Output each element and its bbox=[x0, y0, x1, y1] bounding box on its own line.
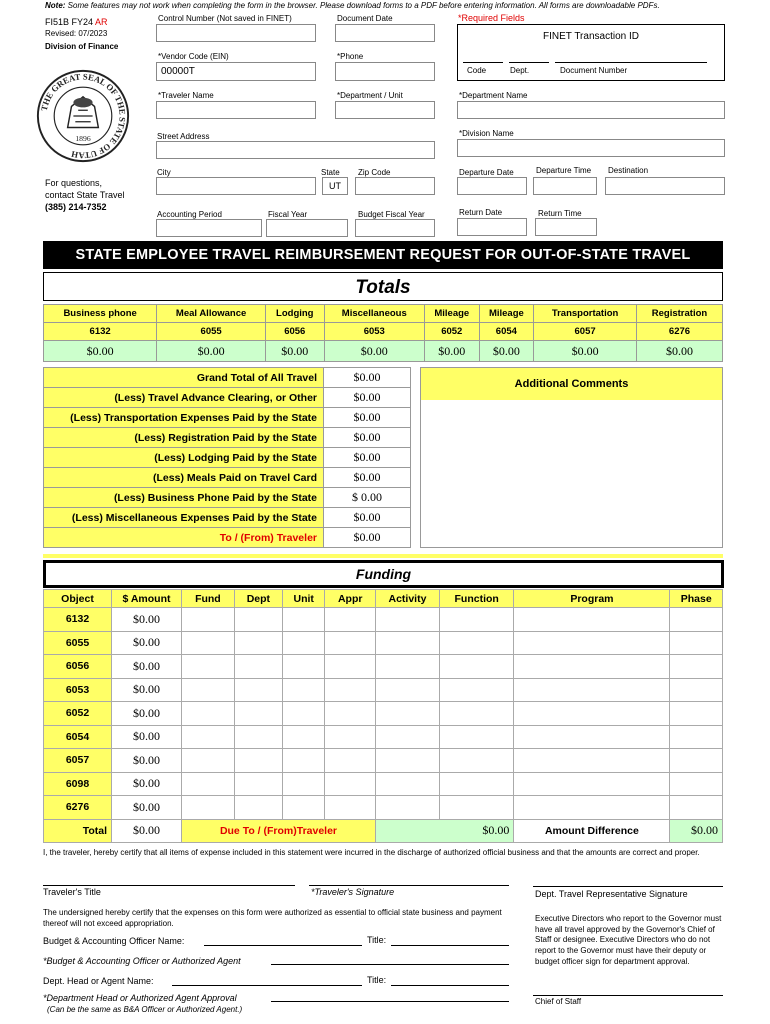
accounting-period-input[interactable] bbox=[156, 219, 262, 237]
fund-cell[interactable] bbox=[182, 608, 235, 632]
program-cell[interactable] bbox=[514, 749, 670, 773]
street-address-input[interactable] bbox=[156, 141, 435, 159]
funding-table bbox=[43, 589, 723, 843]
finet-dept-label: Dept. bbox=[510, 66, 530, 75]
dept-head-name-line[interactable] bbox=[172, 985, 362, 986]
funding-row bbox=[44, 702, 723, 726]
funding-object: 6098 bbox=[44, 772, 112, 796]
business-phone-paid-input[interactable]: $ 0.00 bbox=[324, 488, 411, 508]
funding-object: 6276 bbox=[44, 796, 112, 820]
vendor-code-label: *Vendor Code (EIN) bbox=[158, 52, 229, 61]
activity-cell[interactable] bbox=[375, 772, 439, 796]
function-cell[interactable] bbox=[439, 772, 513, 796]
funding-header: Fund bbox=[182, 590, 235, 608]
total-label: Mileage bbox=[424, 305, 479, 323]
title1-label: Title: bbox=[367, 935, 387, 945]
dept-cell[interactable] bbox=[234, 749, 282, 773]
total-label: Mileage bbox=[479, 305, 534, 323]
dept-head-name-label: Dept. Head or Agent Name: bbox=[43, 976, 154, 986]
lodging-paid-input[interactable]: $0.00 bbox=[324, 448, 411, 468]
revised-date: Revised: 07/2023 bbox=[45, 29, 108, 38]
funding-header: Appr bbox=[325, 590, 376, 608]
funding-total-row bbox=[44, 819, 723, 843]
finet-dept-line bbox=[509, 62, 549, 63]
unit-cell[interactable] bbox=[283, 702, 325, 726]
amount-difference-value: $0.00 bbox=[670, 819, 723, 843]
misc-paid-input[interactable]: $0.00 bbox=[324, 508, 411, 528]
funding-amount: $0.00 bbox=[112, 749, 182, 773]
division-name-input[interactable] bbox=[457, 139, 725, 157]
program-cell[interactable] bbox=[514, 655, 670, 679]
meals-paid-label: (Less) Meals Paid on Travel Card bbox=[44, 468, 324, 488]
fiscal-year-label: Fiscal Year bbox=[268, 210, 308, 219]
seal-text: THE GREAT SEAL OF THE STATE OF UTAH bbox=[38, 71, 128, 161]
return-date-label: Return Date bbox=[459, 208, 503, 217]
funding-header: Activity bbox=[375, 590, 439, 608]
dept-cell[interactable] bbox=[234, 725, 282, 749]
finet-doc-label: Document Number bbox=[560, 66, 628, 75]
totals-table bbox=[43, 304, 723, 362]
undersigned-text: The undersigned hereby certify that the expenses on this form were authorized as essential to official state business and payment thereof will not exceed appropriation. bbox=[43, 908, 502, 928]
unit-cell[interactable] bbox=[283, 725, 325, 749]
phase-cell[interactable] bbox=[670, 725, 723, 749]
department-name-label: *Department Name bbox=[459, 91, 528, 100]
funding-object: 6053 bbox=[44, 678, 112, 702]
activity-cell[interactable] bbox=[375, 678, 439, 702]
control-number-input[interactable] bbox=[156, 24, 316, 42]
to-from-traveler-value: $0.00 bbox=[324, 528, 411, 548]
function-cell[interactable] bbox=[439, 749, 513, 773]
city-label: City bbox=[157, 168, 171, 177]
funding-header: Dept bbox=[234, 590, 282, 608]
funding-row bbox=[44, 678, 723, 702]
function-cell[interactable] bbox=[439, 678, 513, 702]
program-cell[interactable] bbox=[514, 608, 670, 632]
total-value: $0.00 bbox=[424, 341, 479, 362]
division-name-label: *Division Name bbox=[459, 129, 514, 138]
due-to-from-value: $0.00 bbox=[375, 819, 513, 843]
funding-header: $ Amount bbox=[112, 590, 182, 608]
due-to-from-label: Due To / (From)Traveler bbox=[182, 819, 376, 843]
total-code: 6054 bbox=[479, 323, 534, 341]
appr-cell[interactable] bbox=[325, 749, 376, 773]
total-value: $0.00 bbox=[157, 341, 266, 362]
funding-row bbox=[44, 749, 723, 773]
dept-head-note: (Can be the same as B&A Officer or Authorized Agent.) bbox=[47, 1005, 243, 1014]
unit-cell[interactable] bbox=[283, 796, 325, 820]
phone-input[interactable] bbox=[335, 62, 435, 81]
title1-line[interactable] bbox=[391, 945, 509, 946]
main-title: STATE EMPLOYEE TRAVEL REIMBURSEMENT REQUEST FOR OUT-OF-STATE TRAVEL bbox=[43, 241, 723, 269]
funding-object: 6132 bbox=[44, 608, 112, 632]
dept-cell[interactable] bbox=[234, 772, 282, 796]
totals-code-row bbox=[44, 323, 723, 341]
totals-value-row bbox=[44, 341, 723, 362]
phase-cell[interactable] bbox=[670, 702, 723, 726]
total-value: $0.00 bbox=[265, 341, 324, 362]
ba-officer-name-label: Budget & Accounting Officer Name: bbox=[43, 936, 185, 946]
program-cell[interactable] bbox=[514, 678, 670, 702]
program-cell[interactable] bbox=[514, 772, 670, 796]
phase-cell[interactable] bbox=[670, 608, 723, 632]
department-name-input[interactable] bbox=[457, 101, 725, 119]
funding-amount: $0.00 bbox=[112, 655, 182, 679]
ba-officer-signature-label: *Budget & Accounting Officer or Authorized Agent bbox=[43, 956, 241, 966]
unit-cell[interactable] bbox=[283, 772, 325, 796]
total-label: Lodging bbox=[265, 305, 324, 323]
form-id bbox=[45, 17, 108, 28]
fund-cell[interactable] bbox=[182, 796, 235, 820]
unit-cell[interactable] bbox=[283, 655, 325, 679]
funding-row bbox=[44, 796, 723, 820]
budget-fiscal-year-input[interactable] bbox=[355, 219, 435, 237]
registration-paid-input[interactable]: $0.00 bbox=[324, 428, 411, 448]
fund-cell[interactable] bbox=[182, 749, 235, 773]
destination-input[interactable] bbox=[605, 177, 725, 195]
dept-head-signature-line[interactable] bbox=[271, 1001, 509, 1002]
dept-rep-signature-label: Dept. Travel Representative Signature bbox=[535, 889, 688, 899]
total-code: 6052 bbox=[424, 323, 479, 341]
function-cell[interactable] bbox=[439, 796, 513, 820]
dept-cell[interactable] bbox=[234, 796, 282, 820]
document-date-input[interactable] bbox=[335, 24, 435, 42]
dept-cell[interactable] bbox=[234, 678, 282, 702]
funding-row bbox=[44, 631, 723, 655]
dept-cell[interactable] bbox=[234, 631, 282, 655]
lodging-paid-label: (Less) Lodging Paid by the State bbox=[44, 448, 324, 468]
travelers-signature-label: *Traveler's Signature bbox=[311, 887, 395, 897]
appr-cell[interactable] bbox=[325, 702, 376, 726]
program-cell[interactable] bbox=[514, 796, 670, 820]
total-label: Miscellaneous bbox=[324, 305, 424, 323]
phase-cell[interactable] bbox=[670, 631, 723, 655]
activity-cell[interactable] bbox=[375, 702, 439, 726]
total-code: 6053 bbox=[324, 323, 424, 341]
fund-cell[interactable] bbox=[182, 772, 235, 796]
title2-label: Title: bbox=[367, 975, 387, 985]
dept-cell[interactable] bbox=[234, 655, 282, 679]
departure-time-input[interactable] bbox=[533, 177, 597, 195]
finet-code-label: Code bbox=[467, 66, 487, 75]
function-cell[interactable] bbox=[439, 655, 513, 679]
state-label: State bbox=[321, 168, 340, 177]
appr-cell[interactable] bbox=[325, 608, 376, 632]
transportation-paid-label: (Less) Transportation Expenses Paid by the State bbox=[44, 408, 324, 428]
departure-date-input[interactable] bbox=[457, 177, 527, 195]
program-cell[interactable] bbox=[514, 702, 670, 726]
activity-cell[interactable] bbox=[375, 749, 439, 773]
function-cell[interactable] bbox=[439, 725, 513, 749]
activity-cell[interactable] bbox=[375, 655, 439, 679]
total-code: 6055 bbox=[157, 323, 266, 341]
travel-advance-label: (Less) Travel Advance Clearing, or Other bbox=[44, 388, 324, 408]
seal-year: 1896 bbox=[75, 133, 91, 143]
unit-cell[interactable] bbox=[283, 749, 325, 773]
vendor-code-input[interactable]: 00000T bbox=[156, 62, 316, 81]
activity-cell[interactable] bbox=[375, 725, 439, 749]
total-code: 6057 bbox=[534, 323, 637, 341]
amount-difference-label: Amount Difference bbox=[514, 819, 670, 843]
misc-paid-label: (Less) Miscellaneous Expenses Paid by the State bbox=[44, 508, 324, 528]
contact-line2: contact State Travel bbox=[45, 190, 125, 200]
total-label: Registration bbox=[636, 305, 722, 323]
note-banner bbox=[45, 1, 660, 11]
totals-title: Totals bbox=[43, 272, 723, 301]
phase-cell[interactable] bbox=[670, 749, 723, 773]
fund-cell[interactable] bbox=[182, 678, 235, 702]
fund-cell[interactable] bbox=[182, 725, 235, 749]
total-code: 6276 bbox=[636, 323, 722, 341]
appr-cell[interactable] bbox=[325, 796, 376, 820]
appr-cell[interactable] bbox=[325, 772, 376, 796]
funding-amount: $0.00 bbox=[112, 631, 182, 655]
fund-cell[interactable] bbox=[182, 631, 235, 655]
total-value: $0.00 bbox=[44, 341, 157, 362]
funding-object: 6057 bbox=[44, 749, 112, 773]
meals-paid-input[interactable]: $0.00 bbox=[324, 468, 411, 488]
zip-input[interactable] bbox=[355, 177, 435, 195]
budget-fiscal-year-label: Budget Fiscal Year bbox=[358, 210, 425, 219]
dept-rep-signature-line[interactable] bbox=[533, 886, 723, 887]
required-fields-note: *Required Fields bbox=[458, 13, 525, 23]
total-value: $0.00 bbox=[636, 341, 722, 362]
total-code: 6132 bbox=[44, 323, 157, 341]
return-date-input[interactable] bbox=[457, 218, 527, 236]
phone-label: *Phone bbox=[337, 52, 364, 61]
phase-cell[interactable] bbox=[670, 796, 723, 820]
registration-paid-label: (Less) Registration Paid by the State bbox=[44, 428, 324, 448]
appr-cell[interactable] bbox=[325, 655, 376, 679]
return-time-input[interactable] bbox=[535, 218, 597, 236]
form-id-suffix: AR bbox=[95, 17, 108, 27]
function-cell[interactable] bbox=[439, 631, 513, 655]
appr-cell[interactable] bbox=[325, 725, 376, 749]
additional-comments-input[interactable] bbox=[421, 401, 722, 547]
funding-row bbox=[44, 655, 723, 679]
title2-line[interactable] bbox=[391, 985, 509, 986]
finet-code-line bbox=[463, 62, 503, 63]
executive-directors-note: Executive Directors who report to the Governor must have all travel approved by the Governor's Chief of Staff or designee. Executive Directors who do not report to the Governor must have their deputy or budget officer sign for department approval. bbox=[535, 914, 722, 966]
note-prefix: Note: bbox=[45, 1, 66, 10]
additional-comments-label: Additional Comments bbox=[421, 368, 722, 400]
business-phone-paid-label: (Less) Business Phone Paid by the State bbox=[44, 488, 324, 508]
appr-cell[interactable] bbox=[325, 631, 376, 655]
totals-label-row bbox=[44, 305, 723, 323]
departure-time-label: Departure Time bbox=[536, 166, 592, 175]
funding-object: 6052 bbox=[44, 702, 112, 726]
grand-total-value: $0.00 bbox=[324, 368, 411, 388]
travel-advance-input[interactable]: $0.00 bbox=[324, 388, 411, 408]
fiscal-year-input[interactable] bbox=[266, 219, 348, 237]
funding-amount: $0.00 bbox=[112, 772, 182, 796]
function-cell[interactable] bbox=[439, 608, 513, 632]
certification-text: I, the traveler, hereby certify that all items of expense included in this statement were incurred in the discharge of authorized official business and that the amounts are correct and proper. bbox=[43, 848, 700, 857]
phase-cell[interactable] bbox=[670, 678, 723, 702]
funding-header: Unit bbox=[283, 590, 325, 608]
form-id-text: FI51B FY24 bbox=[45, 17, 94, 27]
function-cell[interactable] bbox=[439, 702, 513, 726]
program-cell[interactable] bbox=[514, 631, 670, 655]
activity-cell[interactable] bbox=[375, 631, 439, 655]
city-input[interactable] bbox=[156, 177, 316, 195]
note-text: Some features may not work when completing the form in the browser. Please download forms to a PDF before entering information. All forms are downloadable PDFs. bbox=[65, 1, 660, 10]
traveler-name-label: *Traveler Name bbox=[158, 91, 214, 100]
transportation-paid-input[interactable]: $0.00 bbox=[324, 408, 411, 428]
activity-cell[interactable] bbox=[375, 608, 439, 632]
department-unit-input[interactable] bbox=[335, 101, 435, 119]
total-label: Meal Allowance bbox=[157, 305, 266, 323]
destination-label: Destination bbox=[608, 166, 649, 175]
total-label: Business phone bbox=[44, 305, 157, 323]
chief-of-staff-line[interactable] bbox=[533, 995, 723, 996]
zip-label: Zip Code bbox=[358, 168, 391, 177]
program-cell[interactable] bbox=[514, 725, 670, 749]
activity-cell[interactable] bbox=[375, 796, 439, 820]
finet-title: FINET Transaction ID bbox=[543, 31, 639, 42]
dept-cell[interactable] bbox=[234, 702, 282, 726]
fund-cell[interactable] bbox=[182, 655, 235, 679]
total-code: 6056 bbox=[265, 323, 324, 341]
funding-total-label: Total bbox=[44, 819, 112, 843]
dept-head-signature-label: *Department Head or Authorized Agent Approval bbox=[43, 993, 237, 1003]
travelers-title-line[interactable] bbox=[43, 885, 295, 886]
traveler-name-input[interactable] bbox=[156, 101, 316, 119]
finet-doc-line bbox=[555, 62, 707, 63]
funding-row bbox=[44, 608, 723, 632]
appr-cell[interactable] bbox=[325, 678, 376, 702]
funding-row bbox=[44, 725, 723, 749]
funding-header: Object bbox=[44, 590, 112, 608]
chief-of-staff-label: Chief of Staff bbox=[535, 997, 582, 1006]
travelers-title-label: Traveler's Title bbox=[43, 887, 101, 897]
total-value: $0.00 bbox=[324, 341, 424, 362]
funding-row bbox=[44, 772, 723, 796]
return-time-label: Return Time bbox=[538, 209, 582, 218]
funding-amount: $0.00 bbox=[112, 702, 182, 726]
state-input[interactable]: UT bbox=[322, 177, 348, 195]
yellow-divider bbox=[43, 554, 723, 558]
department-unit-label: *Department / Unit bbox=[337, 91, 403, 100]
unit-cell[interactable] bbox=[283, 631, 325, 655]
phase-cell[interactable] bbox=[670, 772, 723, 796]
to-from-traveler-label: To / (From) Traveler bbox=[44, 528, 324, 548]
control-number-label: Control Number (Not saved in FINET) bbox=[158, 14, 292, 23]
ba-officer-name-line[interactable] bbox=[204, 945, 362, 946]
funding-amount: $0.00 bbox=[112, 796, 182, 820]
travelers-signature-line[interactable] bbox=[309, 885, 509, 886]
funding-title: Funding bbox=[43, 560, 724, 588]
total-label: Transportation bbox=[534, 305, 637, 323]
unit-cell[interactable] bbox=[283, 678, 325, 702]
funding-amount: $0.00 bbox=[112, 608, 182, 632]
funding-header-row bbox=[44, 590, 723, 608]
division-label: Division of Finance bbox=[45, 42, 119, 51]
funding-object: 6055 bbox=[44, 631, 112, 655]
contact-phone: (385) 214-7352 bbox=[45, 202, 107, 212]
grand-total-table bbox=[43, 367, 411, 548]
dept-cell[interactable] bbox=[234, 608, 282, 632]
funding-amount: $0.00 bbox=[112, 725, 182, 749]
grand-total-label: Grand Total of All Travel bbox=[44, 368, 324, 388]
unit-cell[interactable] bbox=[283, 608, 325, 632]
street-address-label: Street Address bbox=[157, 132, 210, 141]
total-value: $0.00 bbox=[479, 341, 534, 362]
funding-header: Function bbox=[439, 590, 513, 608]
contact-line1: For questions, bbox=[45, 178, 103, 188]
accounting-period-label: Accounting Period bbox=[157, 210, 222, 219]
departure-date-label: Departure Date bbox=[459, 168, 514, 177]
ba-officer-signature-line[interactable] bbox=[271, 964, 509, 965]
funding-amount: $0.00 bbox=[112, 678, 182, 702]
document-date-label: Document Date bbox=[337, 14, 393, 23]
funding-object: 6054 bbox=[44, 725, 112, 749]
funding-header: Program bbox=[514, 590, 670, 608]
fund-cell[interactable] bbox=[182, 702, 235, 726]
total-value: $0.00 bbox=[534, 341, 637, 362]
funding-header: Phase bbox=[670, 590, 723, 608]
phase-cell[interactable] bbox=[670, 655, 723, 679]
funding-object: 6056 bbox=[44, 655, 112, 679]
utah-seal-logo bbox=[35, 68, 131, 164]
funding-total-amount: $0.00 bbox=[112, 819, 182, 843]
